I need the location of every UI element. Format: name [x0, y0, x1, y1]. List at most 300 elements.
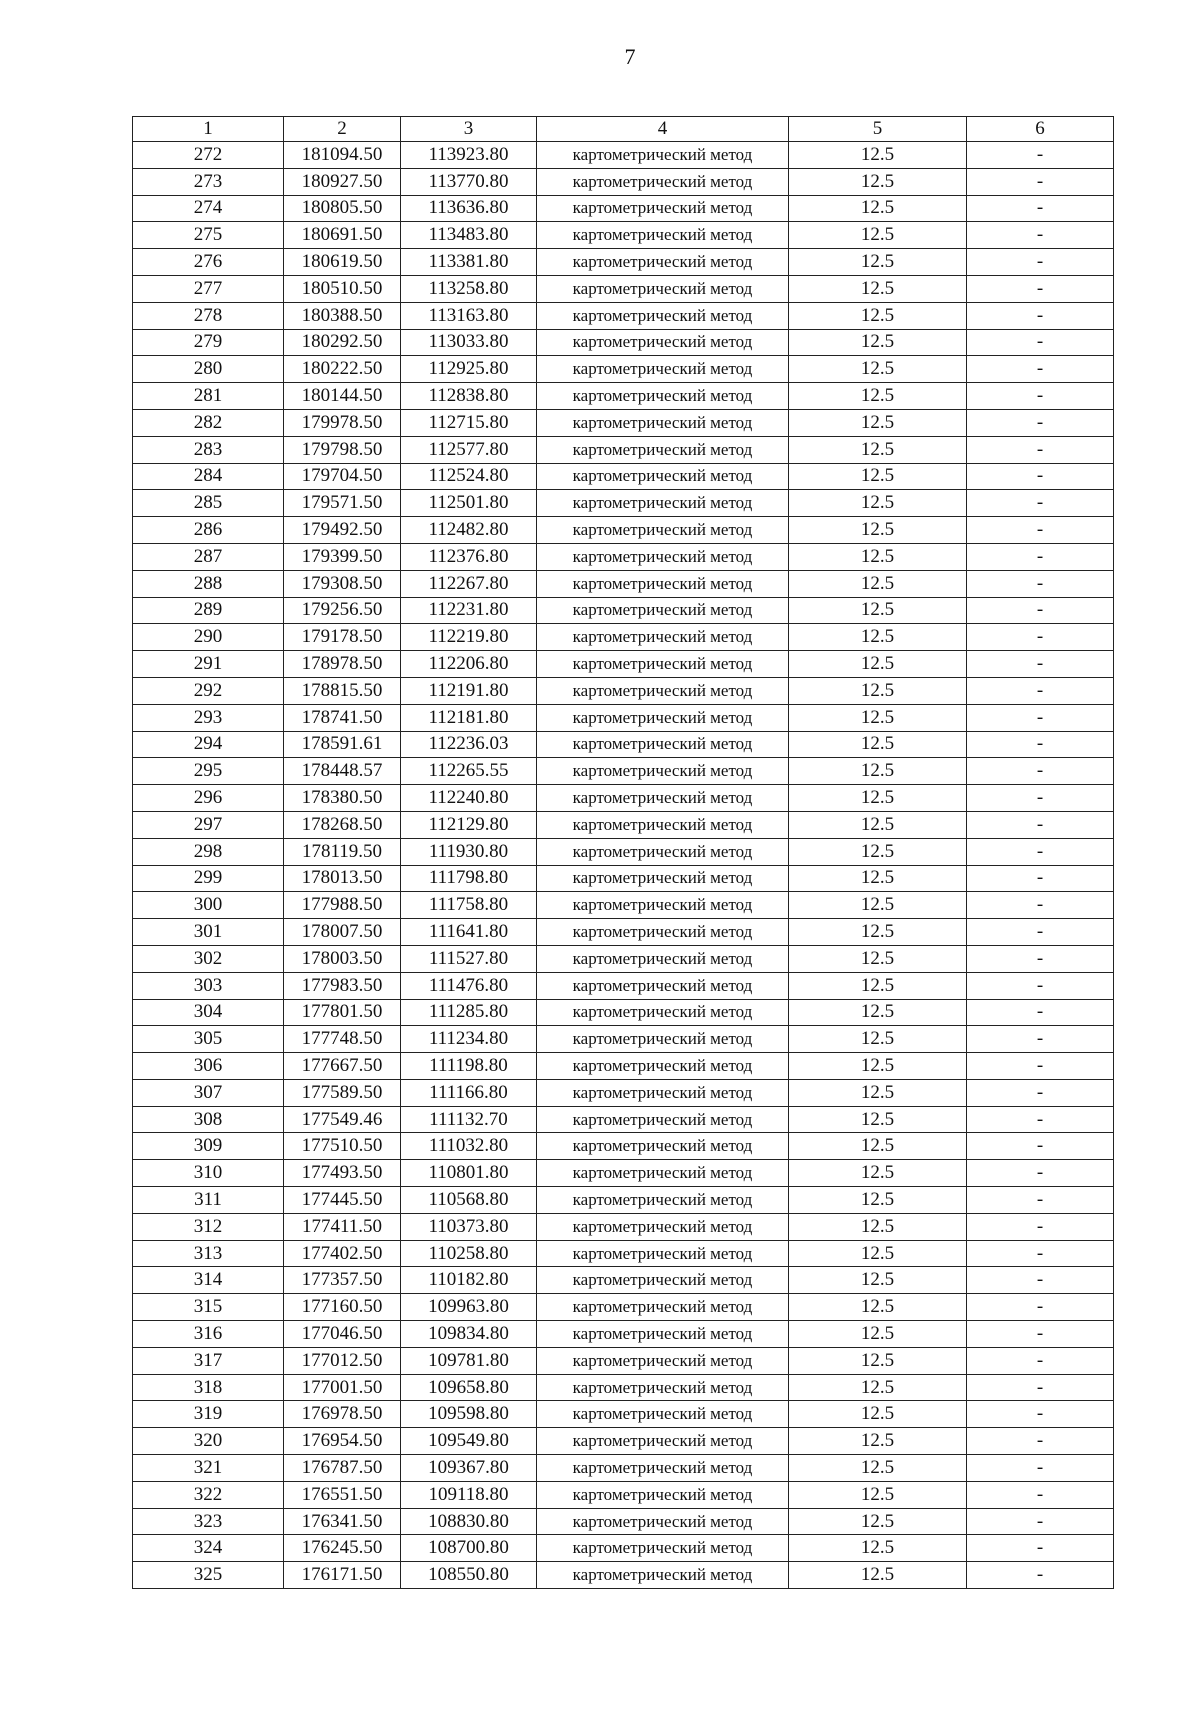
point-number-cell: 277 — [133, 275, 284, 302]
method-cell: картометрический метод — [537, 222, 789, 249]
note-cell: - — [967, 892, 1114, 919]
column-header-6: 6 — [967, 117, 1114, 142]
x-coordinate-cell: 179798.50 — [284, 436, 401, 463]
method-cell: картометрический метод — [537, 329, 789, 356]
note-cell: - — [967, 490, 1114, 517]
table-row — [133, 1428, 1114, 1455]
y-coordinate-cell: 111476.80 — [401, 972, 537, 999]
y-coordinate-cell: 110801.80 — [401, 1160, 537, 1187]
point-number-cell: 275 — [133, 222, 284, 249]
accuracy-cell: 12.5 — [789, 409, 967, 436]
accuracy-cell: 12.5 — [789, 1026, 967, 1053]
x-coordinate-cell: 179178.50 — [284, 624, 401, 651]
accuracy-cell: 12.5 — [789, 704, 967, 731]
point-number-cell: 300 — [133, 892, 284, 919]
point-number-cell: 322 — [133, 1481, 284, 1508]
column-header-1: 1 — [133, 117, 284, 142]
x-coordinate-cell: 177589.50 — [284, 1079, 401, 1106]
table-row — [133, 865, 1114, 892]
x-coordinate-cell: 178815.50 — [284, 677, 401, 704]
y-coordinate-cell: 112219.80 — [401, 624, 537, 651]
table-row — [133, 142, 1114, 169]
note-cell: - — [967, 811, 1114, 838]
accuracy-cell: 12.5 — [789, 1079, 967, 1106]
note-cell: - — [967, 570, 1114, 597]
x-coordinate-cell: 180144.50 — [284, 383, 401, 410]
note-cell: - — [967, 1321, 1114, 1348]
y-coordinate-cell: 108550.80 — [401, 1562, 537, 1589]
method-cell: картометрический метод — [537, 1455, 789, 1482]
y-coordinate-cell: 112236.03 — [401, 731, 537, 758]
accuracy-cell: 12.5 — [789, 1535, 967, 1562]
note-cell: - — [967, 1294, 1114, 1321]
x-coordinate-cell: 176245.50 — [284, 1535, 401, 1562]
y-coordinate-cell: 112191.80 — [401, 677, 537, 704]
note-cell: - — [967, 383, 1114, 410]
x-coordinate-cell: 179256.50 — [284, 597, 401, 624]
point-number-cell: 287 — [133, 543, 284, 570]
note-cell: - — [967, 1401, 1114, 1428]
method-cell: картометрический метод — [537, 168, 789, 195]
point-number-cell: 306 — [133, 1053, 284, 1080]
accuracy-cell: 12.5 — [789, 811, 967, 838]
point-number-cell: 302 — [133, 945, 284, 972]
table-row — [133, 302, 1114, 329]
note-cell: - — [967, 543, 1114, 570]
method-cell: картометрический метод — [537, 1053, 789, 1080]
y-coordinate-cell: 108830.80 — [401, 1508, 537, 1535]
x-coordinate-cell: 176978.50 — [284, 1401, 401, 1428]
x-coordinate-cell: 181094.50 — [284, 142, 401, 169]
note-cell: - — [967, 919, 1114, 946]
point-number-cell: 296 — [133, 785, 284, 812]
column-header-4: 4 — [537, 117, 789, 142]
note-cell: - — [967, 651, 1114, 678]
accuracy-cell: 12.5 — [789, 1455, 967, 1482]
note-cell: - — [967, 1079, 1114, 1106]
y-coordinate-cell: 111527.80 — [401, 945, 537, 972]
note-cell: - — [967, 1240, 1114, 1267]
y-coordinate-cell: 112206.80 — [401, 651, 537, 678]
y-coordinate-cell: 113770.80 — [401, 168, 537, 195]
table-row — [133, 811, 1114, 838]
point-number-cell: 316 — [133, 1321, 284, 1348]
note-cell: - — [967, 222, 1114, 249]
table-row — [133, 1133, 1114, 1160]
y-coordinate-cell: 109118.80 — [401, 1481, 537, 1508]
note-cell: - — [967, 838, 1114, 865]
accuracy-cell: 12.5 — [789, 275, 967, 302]
y-coordinate-cell: 112715.80 — [401, 409, 537, 436]
table-row — [133, 731, 1114, 758]
point-number-cell: 294 — [133, 731, 284, 758]
method-cell: картометрический метод — [537, 758, 789, 785]
point-number-cell: 325 — [133, 1562, 284, 1589]
y-coordinate-cell: 111285.80 — [401, 999, 537, 1026]
point-number-cell: 317 — [133, 1347, 284, 1374]
y-coordinate-cell: 112265.55 — [401, 758, 537, 785]
accuracy-cell: 12.5 — [789, 195, 967, 222]
table-row — [133, 624, 1114, 651]
table-row — [133, 1347, 1114, 1374]
x-coordinate-cell: 179399.50 — [284, 543, 401, 570]
method-cell: картометрический метод — [537, 624, 789, 651]
method-cell: картометрический метод — [537, 517, 789, 544]
note-cell: - — [967, 785, 1114, 812]
table-row — [133, 1321, 1114, 1348]
x-coordinate-cell: 178591.61 — [284, 731, 401, 758]
note-cell: - — [967, 275, 1114, 302]
note-cell: - — [967, 731, 1114, 758]
table-row — [133, 570, 1114, 597]
point-number-cell: 280 — [133, 356, 284, 383]
table-row — [133, 517, 1114, 544]
table-row — [133, 1213, 1114, 1240]
accuracy-cell: 12.5 — [789, 1294, 967, 1321]
y-coordinate-cell: 113033.80 — [401, 329, 537, 356]
table-row — [133, 1267, 1114, 1294]
method-cell: картометрический метод — [537, 356, 789, 383]
table-row — [133, 785, 1114, 812]
note-cell: - — [967, 1026, 1114, 1053]
y-coordinate-cell: 111132.70 — [401, 1106, 537, 1133]
note-cell: - — [967, 1133, 1114, 1160]
table-row — [133, 168, 1114, 195]
point-number-cell: 273 — [133, 168, 284, 195]
table-row — [133, 999, 1114, 1026]
accuracy-cell: 12.5 — [789, 892, 967, 919]
point-number-cell: 313 — [133, 1240, 284, 1267]
method-cell: картометрический метод — [537, 490, 789, 517]
note-cell: - — [967, 302, 1114, 329]
accuracy-cell: 12.5 — [789, 1160, 967, 1187]
y-coordinate-cell: 111166.80 — [401, 1079, 537, 1106]
point-number-cell: 301 — [133, 919, 284, 946]
note-cell: - — [967, 865, 1114, 892]
y-coordinate-cell: 111930.80 — [401, 838, 537, 865]
point-number-cell: 299 — [133, 865, 284, 892]
point-number-cell: 315 — [133, 1294, 284, 1321]
table-row — [133, 275, 1114, 302]
method-cell: картометрический метод — [537, 195, 789, 222]
table-row — [133, 1374, 1114, 1401]
table-row — [133, 1481, 1114, 1508]
y-coordinate-cell: 111641.80 — [401, 919, 537, 946]
note-cell: - — [967, 758, 1114, 785]
table-row — [133, 409, 1114, 436]
note-cell: - — [967, 1106, 1114, 1133]
y-coordinate-cell: 113483.80 — [401, 222, 537, 249]
x-coordinate-cell: 178380.50 — [284, 785, 401, 812]
y-coordinate-cell: 112181.80 — [401, 704, 537, 731]
accuracy-cell: 12.5 — [789, 972, 967, 999]
x-coordinate-cell: 180292.50 — [284, 329, 401, 356]
point-number-cell: 321 — [133, 1455, 284, 1482]
point-number-cell: 285 — [133, 490, 284, 517]
method-cell: картометрический метод — [537, 731, 789, 758]
y-coordinate-cell: 110568.80 — [401, 1187, 537, 1214]
y-coordinate-cell: 112501.80 — [401, 490, 537, 517]
method-cell: картометрический метод — [537, 275, 789, 302]
x-coordinate-cell: 180691.50 — [284, 222, 401, 249]
note-cell: - — [967, 1455, 1114, 1482]
point-number-cell: 297 — [133, 811, 284, 838]
table-row — [133, 892, 1114, 919]
table-row — [133, 1160, 1114, 1187]
y-coordinate-cell: 113923.80 — [401, 142, 537, 169]
accuracy-cell: 12.5 — [789, 302, 967, 329]
table-row — [133, 1106, 1114, 1133]
y-coordinate-cell: 112577.80 — [401, 436, 537, 463]
method-cell: картометрический метод — [537, 1481, 789, 1508]
accuracy-cell: 12.5 — [789, 1133, 967, 1160]
note-cell: - — [967, 1267, 1114, 1294]
x-coordinate-cell: 176171.50 — [284, 1562, 401, 1589]
method-cell: картометрический метод — [537, 570, 789, 597]
y-coordinate-cell: 111198.80 — [401, 1053, 537, 1080]
accuracy-cell: 12.5 — [789, 490, 967, 517]
x-coordinate-cell: 178003.50 — [284, 945, 401, 972]
x-coordinate-cell: 179492.50 — [284, 517, 401, 544]
accuracy-cell: 12.5 — [789, 517, 967, 544]
x-coordinate-cell: 177411.50 — [284, 1213, 401, 1240]
point-number-cell: 298 — [133, 838, 284, 865]
point-number-cell: 292 — [133, 677, 284, 704]
note-cell: - — [967, 356, 1114, 383]
y-coordinate-cell: 111798.80 — [401, 865, 537, 892]
y-coordinate-cell: 108700.80 — [401, 1535, 537, 1562]
point-number-cell: 284 — [133, 463, 284, 490]
point-number-cell: 283 — [133, 436, 284, 463]
accuracy-cell: 12.5 — [789, 785, 967, 812]
x-coordinate-cell: 177988.50 — [284, 892, 401, 919]
point-number-cell: 295 — [133, 758, 284, 785]
x-coordinate-cell: 178013.50 — [284, 865, 401, 892]
x-coordinate-cell: 179704.50 — [284, 463, 401, 490]
y-coordinate-cell: 113258.80 — [401, 275, 537, 302]
method-cell: картометрический метод — [537, 1562, 789, 1589]
method-cell: картометрический метод — [537, 677, 789, 704]
x-coordinate-cell: 177402.50 — [284, 1240, 401, 1267]
accuracy-cell: 12.5 — [789, 1053, 967, 1080]
table-row — [133, 677, 1114, 704]
method-cell: картометрический метод — [537, 1213, 789, 1240]
point-number-cell: 320 — [133, 1428, 284, 1455]
note-cell: - — [967, 142, 1114, 169]
point-number-cell: 279 — [133, 329, 284, 356]
accuracy-cell: 12.5 — [789, 651, 967, 678]
y-coordinate-cell: 112267.80 — [401, 570, 537, 597]
y-coordinate-cell: 111234.80 — [401, 1026, 537, 1053]
accuracy-cell: 12.5 — [789, 1374, 967, 1401]
point-number-cell: 314 — [133, 1267, 284, 1294]
note-cell: - — [967, 1187, 1114, 1214]
note-cell: - — [967, 168, 1114, 195]
x-coordinate-cell: 177667.50 — [284, 1053, 401, 1080]
point-number-cell: 291 — [133, 651, 284, 678]
accuracy-cell: 12.5 — [789, 838, 967, 865]
method-cell: картометрический метод — [537, 463, 789, 490]
y-coordinate-cell: 110182.80 — [401, 1267, 537, 1294]
y-coordinate-cell: 112925.80 — [401, 356, 537, 383]
table-row — [133, 704, 1114, 731]
method-cell: картометрический метод — [537, 865, 789, 892]
point-number-cell: 324 — [133, 1535, 284, 1562]
table-row — [133, 436, 1114, 463]
table-row — [133, 919, 1114, 946]
x-coordinate-cell: 179571.50 — [284, 490, 401, 517]
accuracy-cell: 12.5 — [789, 731, 967, 758]
note-cell: - — [967, 436, 1114, 463]
note-cell: - — [967, 1535, 1114, 1562]
point-number-cell: 323 — [133, 1508, 284, 1535]
method-cell: картометрический метод — [537, 1321, 789, 1348]
method-cell: картометрический метод — [537, 811, 789, 838]
point-number-cell: 290 — [133, 624, 284, 651]
point-number-cell: 319 — [133, 1401, 284, 1428]
table-row — [133, 356, 1114, 383]
accuracy-cell: 12.5 — [789, 383, 967, 410]
column-header-2: 2 — [284, 117, 401, 142]
x-coordinate-cell: 177046.50 — [284, 1321, 401, 1348]
accuracy-cell: 12.5 — [789, 624, 967, 651]
y-coordinate-cell: 109367.80 — [401, 1455, 537, 1482]
y-coordinate-cell: 110373.80 — [401, 1213, 537, 1240]
note-cell: - — [967, 329, 1114, 356]
accuracy-cell: 12.5 — [789, 142, 967, 169]
table-row — [133, 222, 1114, 249]
method-cell: картометрический метод — [537, 945, 789, 972]
point-number-cell: 303 — [133, 972, 284, 999]
note-cell: - — [967, 195, 1114, 222]
note-cell: - — [967, 704, 1114, 731]
y-coordinate-cell: 110258.80 — [401, 1240, 537, 1267]
method-cell: картометрический метод — [537, 1187, 789, 1214]
method-cell: картометрический метод — [537, 249, 789, 276]
y-coordinate-cell: 112376.80 — [401, 543, 537, 570]
point-number-cell: 304 — [133, 999, 284, 1026]
accuracy-cell: 12.5 — [789, 1321, 967, 1348]
table-row — [133, 1508, 1114, 1535]
method-cell: картометрический метод — [537, 972, 789, 999]
method-cell: картометрический метод — [537, 1133, 789, 1160]
x-coordinate-cell: 180222.50 — [284, 356, 401, 383]
point-number-cell: 282 — [133, 409, 284, 436]
point-number-cell: 276 — [133, 249, 284, 276]
y-coordinate-cell: 112838.80 — [401, 383, 537, 410]
point-number-cell: 318 — [133, 1374, 284, 1401]
method-cell: картометрический метод — [537, 409, 789, 436]
point-number-cell: 311 — [133, 1187, 284, 1214]
note-cell: - — [967, 517, 1114, 544]
x-coordinate-cell: 177549.46 — [284, 1106, 401, 1133]
accuracy-cell: 12.5 — [789, 1481, 967, 1508]
accuracy-cell: 12.5 — [789, 1267, 967, 1294]
accuracy-cell: 12.5 — [789, 1562, 967, 1589]
table-row — [133, 543, 1114, 570]
point-number-cell: 308 — [133, 1106, 284, 1133]
table-row — [133, 1562, 1114, 1589]
table-row — [133, 758, 1114, 785]
method-cell: картометрический метод — [537, 1508, 789, 1535]
accuracy-cell: 12.5 — [789, 597, 967, 624]
method-cell: картометрический метод — [537, 1428, 789, 1455]
x-coordinate-cell: 178741.50 — [284, 704, 401, 731]
method-cell: картометрический метод — [537, 704, 789, 731]
y-coordinate-cell: 113636.80 — [401, 195, 537, 222]
note-cell: - — [967, 1562, 1114, 1589]
y-coordinate-cell: 113381.80 — [401, 249, 537, 276]
table-row — [133, 651, 1114, 678]
method-cell: картометрический метод — [537, 142, 789, 169]
y-coordinate-cell: 111032.80 — [401, 1133, 537, 1160]
table-row — [133, 1455, 1114, 1482]
accuracy-cell: 12.5 — [789, 356, 967, 383]
table-row — [133, 1240, 1114, 1267]
table-row — [133, 383, 1114, 410]
y-coordinate-cell: 113163.80 — [401, 302, 537, 329]
accuracy-cell: 12.5 — [789, 222, 967, 249]
accuracy-cell: 12.5 — [789, 168, 967, 195]
x-coordinate-cell: 178119.50 — [284, 838, 401, 865]
note-cell: - — [967, 597, 1114, 624]
x-coordinate-cell: 180805.50 — [284, 195, 401, 222]
y-coordinate-cell: 111758.80 — [401, 892, 537, 919]
accuracy-cell: 12.5 — [789, 865, 967, 892]
accuracy-cell: 12.5 — [789, 1401, 967, 1428]
x-coordinate-cell: 178268.50 — [284, 811, 401, 838]
note-cell: - — [967, 1508, 1114, 1535]
accuracy-cell: 12.5 — [789, 463, 967, 490]
x-coordinate-cell: 176341.50 — [284, 1508, 401, 1535]
method-cell: картометрический метод — [537, 1535, 789, 1562]
point-number-cell: 307 — [133, 1079, 284, 1106]
method-cell: картометрический метод — [537, 597, 789, 624]
x-coordinate-cell: 176551.50 — [284, 1481, 401, 1508]
note-cell: - — [967, 1374, 1114, 1401]
x-coordinate-cell: 180388.50 — [284, 302, 401, 329]
y-coordinate-cell: 109658.80 — [401, 1374, 537, 1401]
method-cell: картометрический метод — [537, 892, 789, 919]
accuracy-cell: 12.5 — [789, 543, 967, 570]
table-row — [133, 1187, 1114, 1214]
point-number-cell: 278 — [133, 302, 284, 329]
point-number-cell: 281 — [133, 383, 284, 410]
note-cell: - — [967, 677, 1114, 704]
accuracy-cell: 12.5 — [789, 249, 967, 276]
point-number-cell: 312 — [133, 1213, 284, 1240]
x-coordinate-cell: 178978.50 — [284, 651, 401, 678]
x-coordinate-cell: 180510.50 — [284, 275, 401, 302]
note-cell: - — [967, 999, 1114, 1026]
method-cell: картометрический метод — [537, 838, 789, 865]
method-cell: картометрический метод — [537, 1026, 789, 1053]
method-cell: картометрический метод — [537, 383, 789, 410]
x-coordinate-cell: 177012.50 — [284, 1347, 401, 1374]
accuracy-cell: 12.5 — [789, 1428, 967, 1455]
x-coordinate-cell: 177357.50 — [284, 1267, 401, 1294]
point-number-cell: 293 — [133, 704, 284, 731]
accuracy-cell: 12.5 — [789, 1508, 967, 1535]
table-row — [133, 1294, 1114, 1321]
method-cell: картометрический метод — [537, 1401, 789, 1428]
method-cell: картометрический метод — [537, 302, 789, 329]
x-coordinate-cell: 177801.50 — [284, 999, 401, 1026]
table-row — [133, 1026, 1114, 1053]
method-cell: картометрический метод — [537, 1347, 789, 1374]
accuracy-cell: 12.5 — [789, 945, 967, 972]
method-cell: картометрический метод — [537, 1267, 789, 1294]
